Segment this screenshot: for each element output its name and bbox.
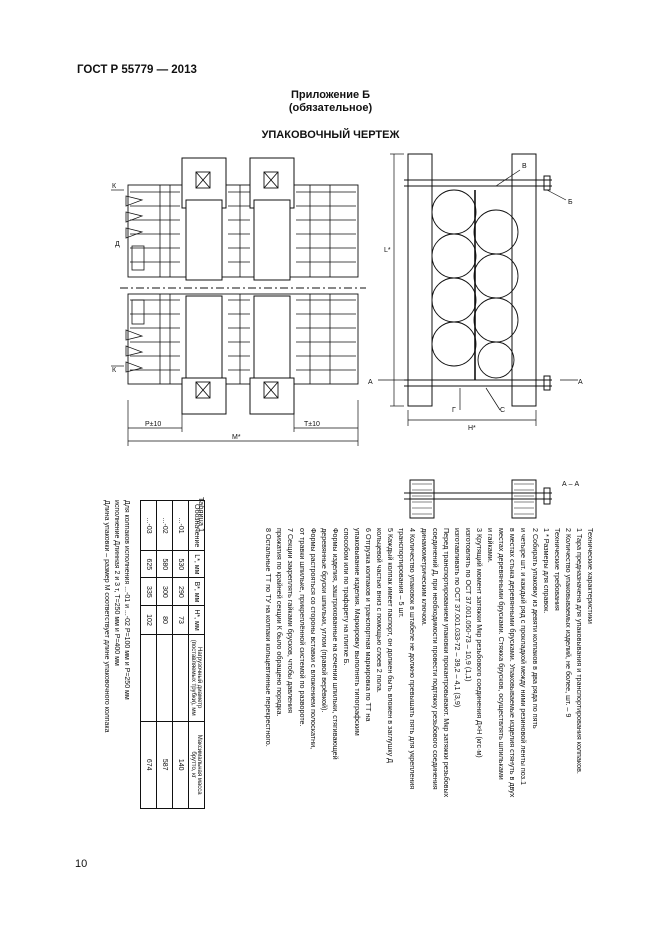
table-cell bbox=[141, 634, 157, 721]
note-line: 8 Остальные ТТ по ТУ на колпаки кольцевтинные перекрестного. bbox=[264, 528, 274, 747]
note-line: 7 Секции закреплять гайками брусков, чтобы давления bbox=[286, 528, 296, 713]
note-line: Перед транспортированием упаковки прокантровывают. Мкр затяжки резьбовых bbox=[441, 528, 451, 798]
note-line: 2 Количество упаковываемых изделий, не более, шт. – 9 bbox=[563, 528, 573, 718]
label-p: Р±10 bbox=[145, 421, 162, 428]
document-header: ГОСТ Р 55779 — 2013 bbox=[77, 64, 197, 76]
table-cell: 102 bbox=[141, 606, 157, 634]
table-cell: ...-02 bbox=[157, 501, 173, 551]
label-l: L* bbox=[384, 247, 391, 254]
appendix-title: Приложение Б bbox=[290, 89, 371, 101]
note-line: 1 * Размеры для справок. bbox=[541, 528, 551, 614]
note-line: в местах стыка деревянными брусками. Упаковываемые изделия стянуть в двух bbox=[508, 528, 518, 798]
section-a-a bbox=[404, 480, 579, 518]
table-note: Длина упаковки – размер М соответствует длине упаковочного колпака bbox=[103, 500, 110, 733]
note-line: Формы растрояться со стороны вставки с вложением полоскатни, bbox=[308, 528, 318, 750]
label-a-right: А bbox=[578, 379, 583, 386]
table-header-cell: Нагрузочный диаметр (поставляемых трубки), мм bbox=[189, 634, 205, 721]
table-caption: Таблица 1 bbox=[197, 497, 206, 533]
note-line: 2 Собирать упаковку из девяти колпаков в два ряда по пять bbox=[530, 528, 540, 729]
note-line: и гайками. bbox=[486, 528, 496, 563]
note-line: и четыре шт. и каждый ряд с прокладкой между ними резиновой ленты поз.1 bbox=[519, 528, 529, 785]
table-header-row bbox=[189, 501, 205, 809]
note-line: 1 Тара предназначена для упаковывания и транспортирования колпаков. bbox=[574, 528, 584, 774]
note-line: изготовлять по ОСТ 37.001.050-73 – 10,9 (1,1) bbox=[463, 528, 473, 682]
table-header-cell: L*, мм bbox=[189, 551, 205, 578]
label-k-top: К bbox=[112, 183, 117, 190]
table-cell: 530 bbox=[173, 551, 189, 578]
table-cell: 587 bbox=[157, 721, 173, 808]
left-view bbox=[111, 158, 366, 446]
note-line: кольцевой частью вниз с помощью слоев 2 пола. bbox=[375, 528, 385, 693]
note-line: деревянные бруски шпильки, углом (правой верёвкой). bbox=[319, 528, 329, 713]
note-line: 4 Количество упаковок в штабеле не должно превышать пять для укрепления bbox=[408, 528, 418, 790]
table-cell: 674 bbox=[141, 721, 157, 808]
note-line: изготавливать по ОСТ 37.001.033-72 – 39,2 – 4,1 (3,9) bbox=[452, 528, 462, 708]
page-number: 10 bbox=[75, 858, 88, 870]
table-cell: ...-03 bbox=[141, 501, 157, 551]
label-g: Г bbox=[452, 407, 456, 414]
table-note: исполнение Длинная 2 и 3 т, Т=250 мм и Р=400 мм bbox=[113, 500, 120, 666]
table-header-cell: В*, мм bbox=[189, 578, 205, 606]
note-line: 3 Крутящий момент затяжки Мкр резьбового соединения Д×Н (кгс·м) bbox=[475, 528, 485, 758]
label-v: В bbox=[522, 163, 527, 170]
note-line: Технические характеристики bbox=[586, 528, 595, 624]
table-cell: ...-01 bbox=[173, 501, 189, 551]
note-line: 5 Каждый колпак имеет паспорт, он должен быть вложен в заглушку Д bbox=[386, 528, 396, 764]
note-line: Технические требования bbox=[552, 528, 562, 611]
table-header-cell: Обозначение bbox=[189, 501, 205, 551]
table-header-cell: Н*, мм bbox=[189, 606, 205, 634]
note-line: местах деревянными брусками. Стяжка брусков, осуществлять шпильками bbox=[497, 528, 507, 780]
table-notes bbox=[101, 500, 131, 733]
specification-table bbox=[140, 500, 205, 809]
table-note: Для колпаков исполнения ...-01 и ...-02 Р=100 мм и Р=250 мм bbox=[123, 500, 130, 700]
label-t: Т±10 bbox=[304, 421, 320, 428]
table-cell bbox=[157, 634, 173, 721]
label-s: С bbox=[500, 407, 506, 414]
label-d: Д bbox=[115, 241, 120, 248]
table-cell: 140 bbox=[173, 721, 189, 808]
table-cell: 73 bbox=[173, 606, 189, 634]
label-m: М* bbox=[232, 434, 241, 441]
note-line: 6 Отгрузка колпаков и транспортная маркировка по ТТ на bbox=[364, 528, 374, 722]
table-cell: 300 bbox=[157, 578, 173, 606]
note-line: соединений Д, при необходимости провести подтяжку резьбового соединения bbox=[430, 528, 440, 790]
note-line: прижатия по крайней секции К было обращено порядка. bbox=[275, 528, 285, 717]
table-row bbox=[141, 501, 157, 809]
table-header-cell: Максимальная масса брутто, кг bbox=[189, 721, 205, 808]
table-cell: 80 bbox=[157, 606, 173, 634]
appendix-subtitle: (обязательное) bbox=[288, 102, 373, 114]
note-line: транспортирования – 5 шт. bbox=[397, 528, 407, 618]
label-k-bottom: К bbox=[112, 367, 117, 374]
table-cell: 290 bbox=[173, 578, 189, 606]
label-a-left: А bbox=[368, 379, 373, 386]
label-h: Н* bbox=[468, 425, 476, 432]
table-row bbox=[173, 501, 189, 809]
table-cell: 625 bbox=[141, 551, 157, 578]
table-cell: 335 bbox=[141, 578, 157, 606]
label-b: Б bbox=[568, 199, 573, 206]
table-cell bbox=[173, 634, 189, 721]
note-line: упаковывание изделия. Маркировку выполнять типографским bbox=[353, 528, 363, 736]
right-view bbox=[368, 154, 583, 432]
note-line: способом или по трафарету на плитке Б. bbox=[341, 528, 351, 666]
drawing-title: УПАКОВОЧНЫЙ ЧЕРТЕЖ bbox=[261, 129, 400, 141]
technical-notes bbox=[263, 528, 596, 828]
note-line: от травки шпильке, прикреплённой системой по развороте. bbox=[297, 528, 307, 727]
table-row bbox=[157, 501, 173, 809]
note-line: Формы изделия, заштрихованные на сечении шпильки, стягивающей bbox=[330, 528, 340, 760]
table-cell: 580 bbox=[157, 551, 173, 578]
note-line: динамометрическим ключом. bbox=[419, 528, 429, 626]
label-section-aa: А – А bbox=[562, 481, 580, 488]
